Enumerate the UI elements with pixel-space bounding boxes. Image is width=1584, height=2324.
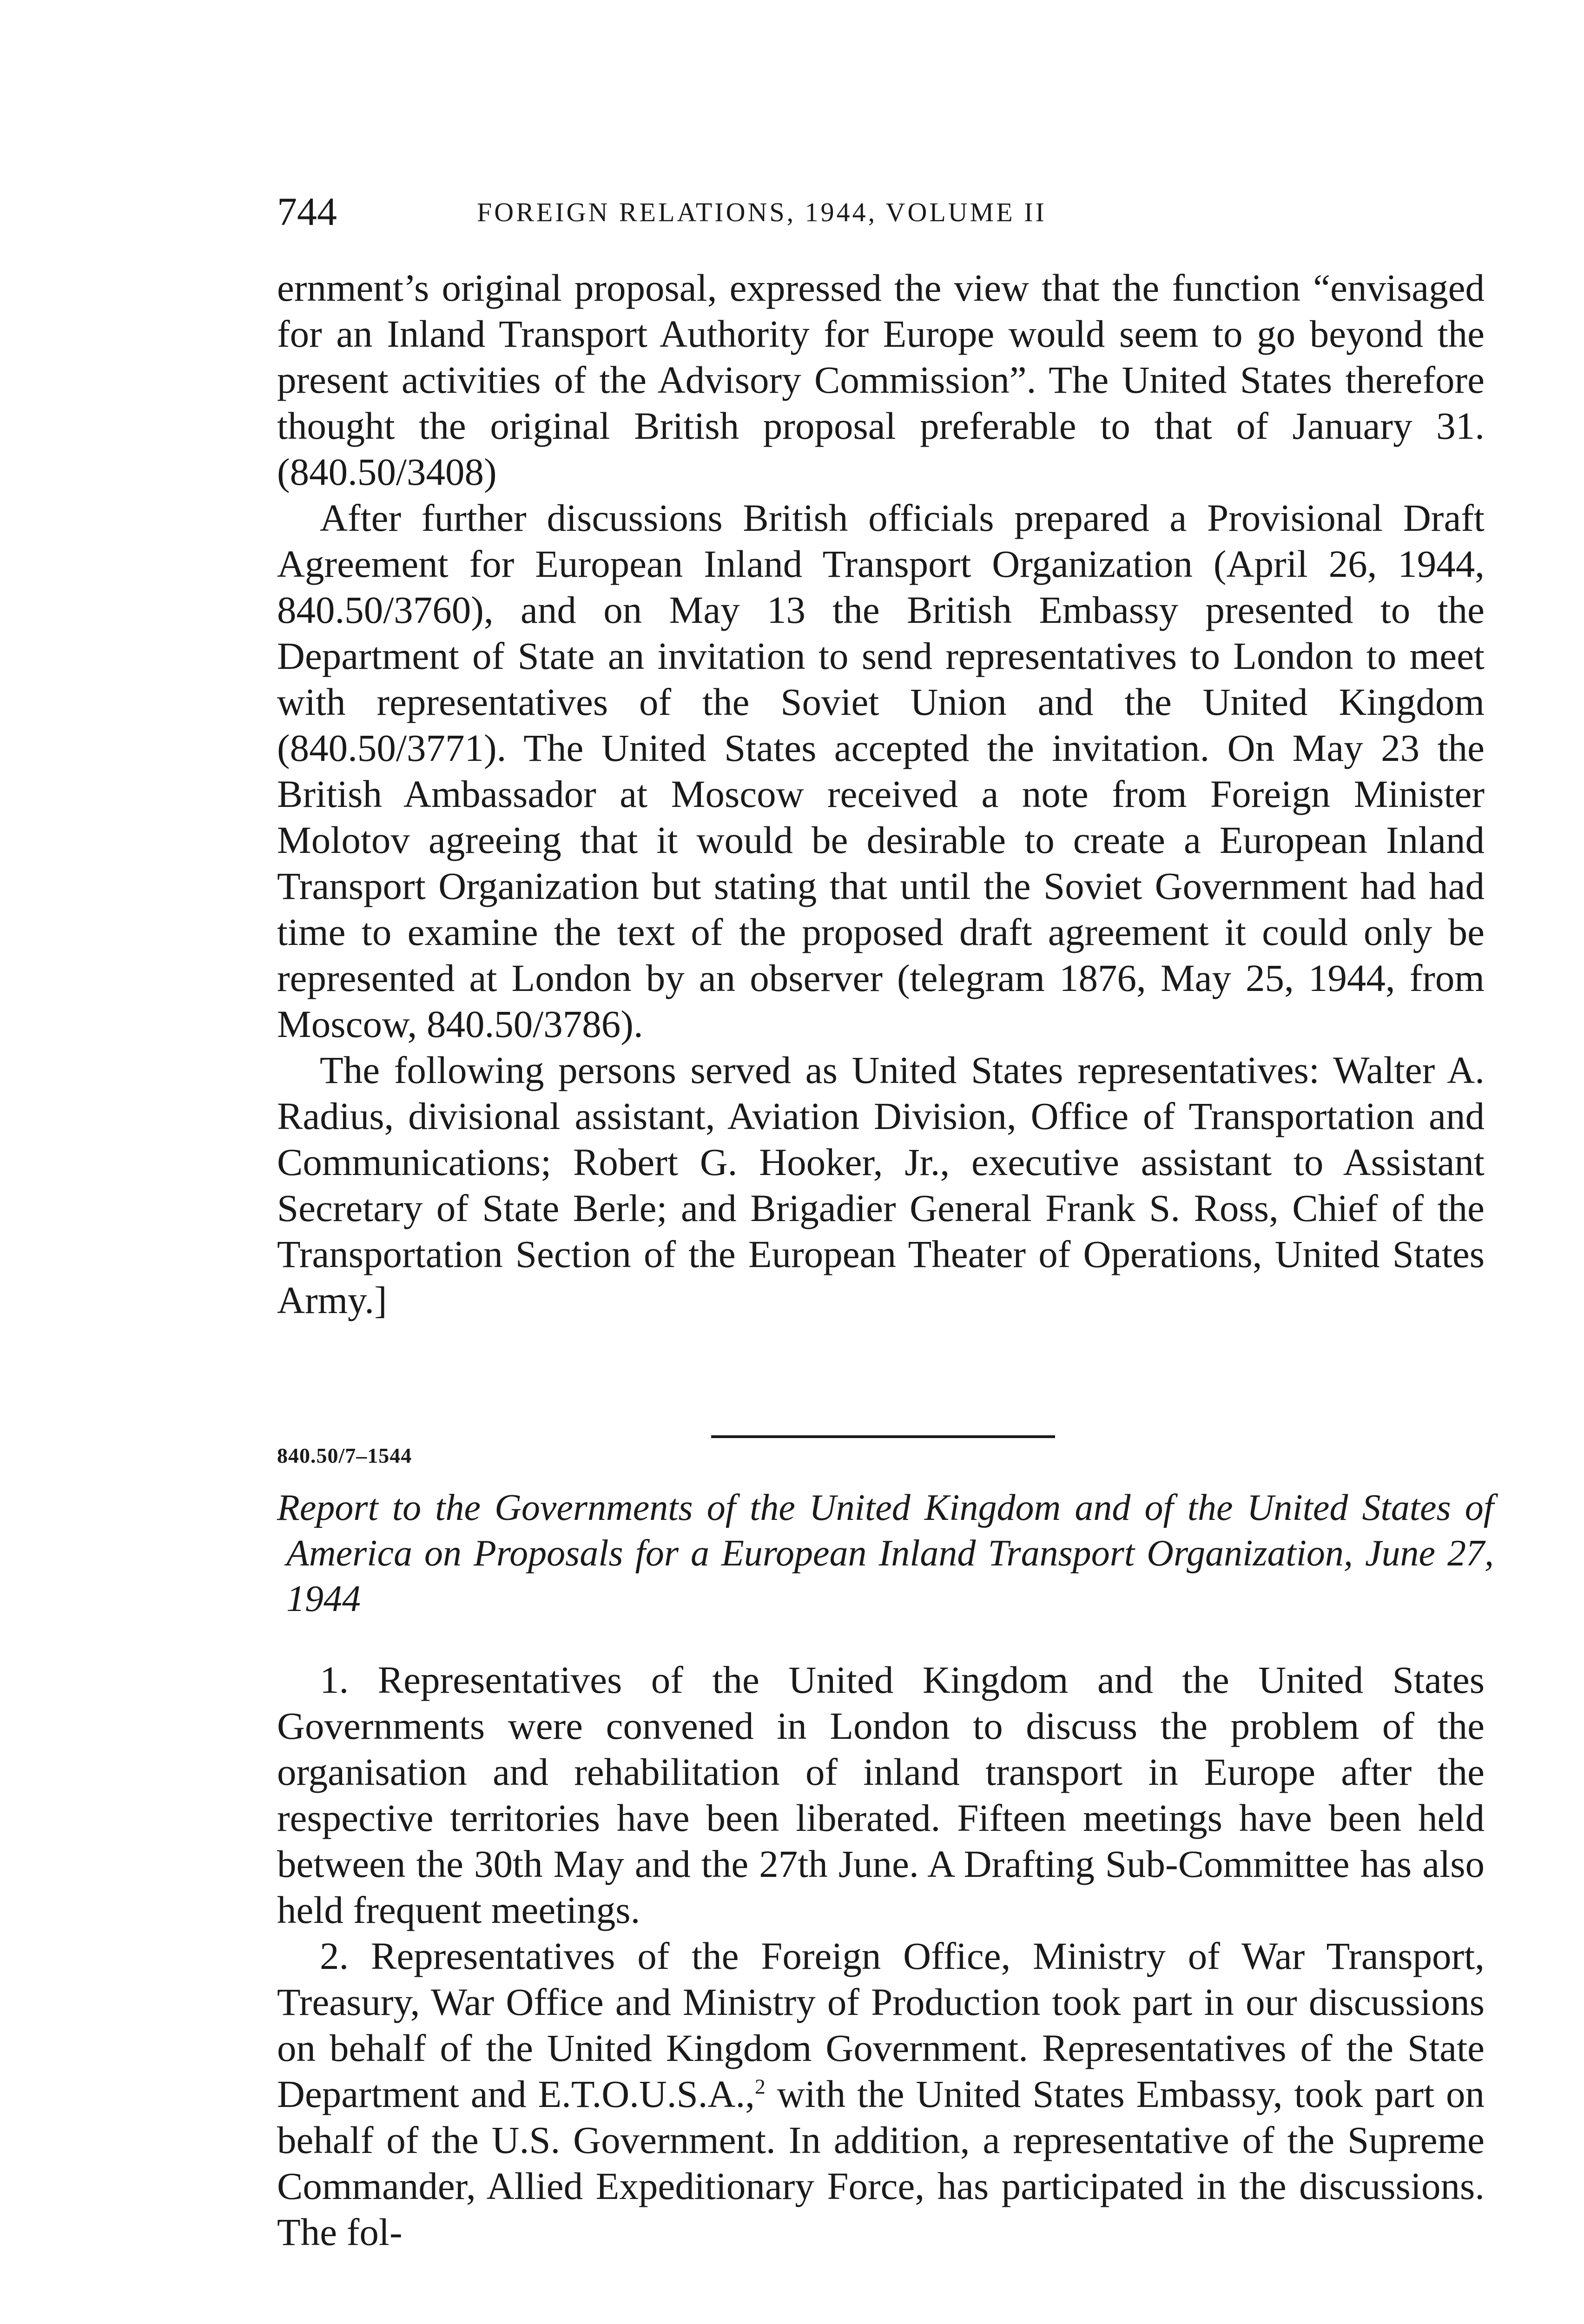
page-header xyxy=(277,186,1495,237)
report-paragraph-2-text-a: 2. Representatives of the Foreign Office, Ministry of War Transport, Treasury, War Office and Ministry of Production took part in our discussions on behalf of the United Kingdom Government. Representatives of the State Department and E.T.O.U.S.A., xyxy=(277,1934,1485,2115)
page-number: 744 xyxy=(277,189,337,234)
document-heading: Report to the Governments of the United Kingdom and of the United States of America on Proposals for a European Inland Transport Organization, June 27, 1944 xyxy=(277,1487,1494,1619)
report-paragraph-1: 1. Representatives of the United Kingdom and the United States Governments were convened in London to discuss the problem of the organisation and rehabilitation of inland transport in Europe after the respective territories have been liberated. Fifteen meetings have been held between the 30th May and the 27th June. A Drafting Sub-Committee has also held frequent meetings. xyxy=(277,1658,1485,1931)
running-head: FOREIGN RELATIONS, 1944, VOLUME II xyxy=(477,197,1047,227)
section-divider xyxy=(711,1435,1055,1438)
paragraph-representatives: The following persons served as United States representatives: Walter A. Radius, divisional assistant, Aviation Division, Office of Transportation and Communications; Robert G. Hooker, Jr., executive assistant to Assistant Secretary of State Berle; and Brigadier General Frank S. Ross, Chief of the Transportation Section of the European Theater of Operations, United States Army.] xyxy=(277,1049,1485,1321)
editorial-note-text xyxy=(277,265,1485,1323)
paragraph-further-discussions: After further discussions British officials prepared a Provisional Draft Agreement for European Inland Transport Organization (April 26, 1944, 840.50/3760), and on May 13 the British Embassy presented to the Department of State an invitation to send representatives to London to meet with representatives of the Soviet Union and the United Kingdom (840.50/3771). The United States accepted the invitation. On May 23 the British Ambassador at Moscow received a note from Foreign Minister Molotov agreeing that it would be desirable to create a European Inland Transport Organization but stating that until the Soviet Government had had time to examine the text of the proposed draft agreement it could only be represented at London by an observer (telegram 1876, May 25, 1944, from Moscow, 840.50/3786). xyxy=(277,496,1485,1045)
report-text xyxy=(277,1657,1485,2255)
paragraph-continuation: ernment’s original proposal, expressed the view that the function “envisaged for an Inland Transport Authority for Europe would seem to go beyond the present activities of the Advisory Commission”. The United States therefore thought the original British proposal preferable to that of January 31. (840.50/3408) xyxy=(277,266,1485,493)
file-number: 840.50/7–1544 xyxy=(277,1444,412,1467)
footnote-reference: 2 xyxy=(754,2074,766,2099)
report-paragraph-2 xyxy=(277,1933,1485,2255)
report-paragraph-2-text-b: with the United States Embassy, took part on behalf of the U.S. Government. In addition, a representative of the Supreme Commander, Allied Expeditionary Force, has participated in the discussions. The fol- xyxy=(277,2073,1485,2253)
